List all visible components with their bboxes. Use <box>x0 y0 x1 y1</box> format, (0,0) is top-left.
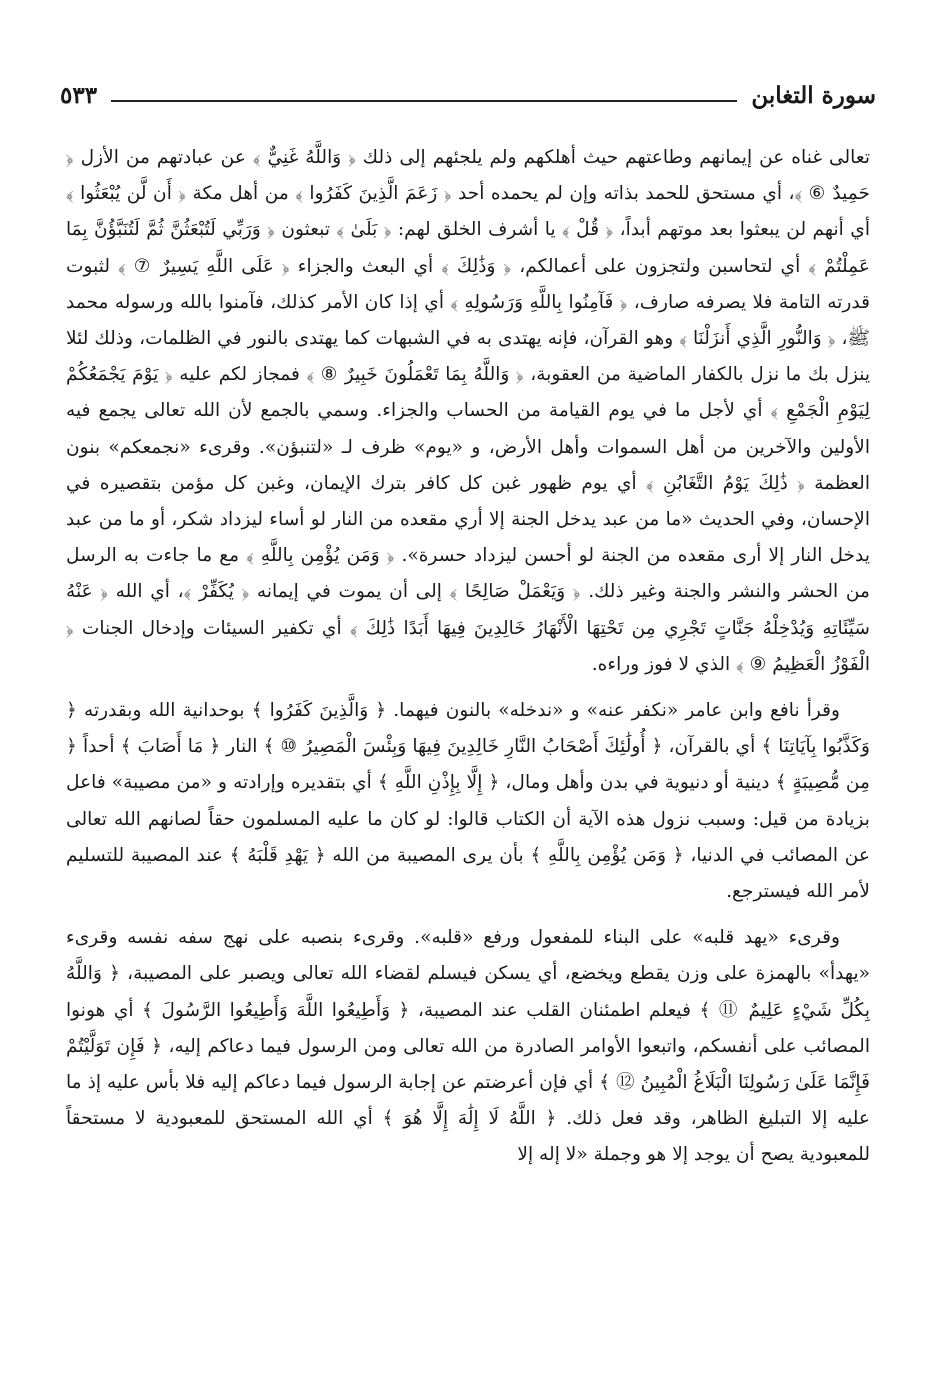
paragraph-3: وقرىء «يهد قلبه» على البناء للمفعول ورفع «قلبه». وقرىء بنصبه على نهج سفه نفسه وقرىء «يهدأ» بالهمزة على وزن يقطع ويخضع، أي يسكن فيسلم لقضاء الله تعالى ويصبر على المصيبة، ﴿ وَاللَّهُ بِكُلِّ شَيْءٍ عَلِيمٌ ⑪ ﴾ فيعلم اطمئنان القلب عند المصيبة، ﴿ وَأَطِيعُوا اللَّهَ وَأَطِيعُوا الرَّسُولَ ﴾ أي هونوا المصائب على أنفسكم، واتبعوا الأوامر الصادرة من الله تعالى ومن الرسول فيما دعاكم إليه، ﴿ فَإِن تَوَلَّيْتُمْ فَإِنَّمَا عَلَىٰ رَسُولِنَا الْبَلَاغُ الْمُبِينُ ⑫ ﴾ أي فإن أعرضتم عن إجابة الرسول فيما دعاكم إليه فلا بأس عليه إذ ما عليه إلا التبليغ الظاهر، وقد فعل ذلك. ﴿ اللَّهُ لَا إِلَٰهَ إِلَّا هُوَ ﴾ أي الله المستحق للمعبودية لا مستحقاً للمعبودية يصح أن يوجد إلا هو وجملة «لا إله إلا <box>66 927 870 1166</box>
paragraph-2: وقرأ نافع وابن عامر «نكفر عنه» و «ندخله» بالنون فيهما. ﴿ وَالَّذِينَ كَفَرُوا ﴾ بوحدانية الله وبقدرته ﴿ وَكَذَّبُوا بِآيَاتِنَا ﴾ أي بالقرآن، ﴿ أُولَٰئِكَ أَصْحَابُ النَّارِ خَالِدِينَ فِيهَا وَبِئْسَ الْمَصِيرُ ⑩ ﴾ النار ﴿ مَا أَصَابَ ﴾ أحداً ﴿ مِن مُّصِيبَةٍ ﴾ دينية أو دنيوية في بدن وأهل ومال، ﴿ إِلَّا بِإِذْنِ اللَّهِ ﴾ أي بتقديره وإرادته و «من مصيبة» فاعل بزيادة من قيل: وسبب نزول هذه الآية أن الكتاب قالوا: لو كان ما عليه المسلمون حقاً لصانهم الله تعالى عن المصائب في الدنيا، ﴿ وَمَن يُؤْمِن بِاللَّهِ ﴾ بأن يرى المصيبة من الله ﴿ يَهْدِ قَلْبَهُ ﴾ عند المصيبة للتسليم لأمر الله فيسترجع. <box>66 700 870 903</box>
header-rule <box>111 100 737 102</box>
page-header <box>60 78 876 112</box>
surah-title: سورة التغابن <box>751 81 876 109</box>
paragraph-1: تعالى غناه عن إيمانهم وطاعتهم حيث أهلكهم ولم يلجئهم إلى ذلك ﴿ وَاللَّهُ غَنِيٌّ ﴾ عن عبادتهم من الأزل ﴿ حَمِيدٌ ⑥ ﴾، أي مستحق للحمد بذاته وإن لم يحمده أحد ﴿ زَعَمَ الَّذِينَ كَفَرُوا ﴾ من أهل مكة ﴿ أَن لَّن يُبْعَثُوا ﴾ أي أنهم لن يبعثوا بعد موتهم أبداً، ﴿ قُلْ ﴾ يا أشرف الخلق لهم: ﴿ بَلَىٰ ﴾ تبعثون ﴿ وَرَبِّي لَتُبْعَثُنَّ ثُمَّ لَتُنَبَّؤُنَّ بِمَا عَمِلْتُمْ ﴾ أي لتحاسبن ولتجزون على أعمالكم، ﴿ وَذَٰلِكَ ﴾ أي البعث والجزاء ﴿ عَلَى اللَّهِ يَسِيرٌ ⑦ ﴾ لثبوت قدرته التامة فلا يصرفه صارف، ﴿ فَآمِنُوا بِاللَّهِ وَرَسُولِهِ ﴾ أي إذا كان الأمر كذلك، فآمنوا بالله ورسوله محمد ﷺ، ﴿ وَالنُّورِ الَّذِي أَنزَلْنَا ﴾ وهو القرآن، فإنه يهتدى به في الشبهات كما يهتدى بالنور في الظلمات، وذلك لئلا ينزل بك ما نزل بالكفار الماضية من العقوبة، ﴿ وَاللَّهُ بِمَا تَعْمَلُونَ خَبِيرٌ ⑧ ﴾ فمجاز لكم عليه ﴿ يَوْمَ يَجْمَعُكُمْ لِيَوْمِ الْجَمْعِ ﴾ أي لأجل ما في يوم القيامة من الحساب والجزاء. وسمي بالجمع لأن الله تعالى يجمع فيه الأولين والآخرين من أهل السموات وأهل الأرض، و «يوم» ظرف لـ «لتنبؤن». وقرىء «نجمعكم» بنون العظمة ﴿ ذَٰلِكَ يَوْمُ التَّغَابُنِ ﴾ أي يوم ظهور غبن كل كافر بترك الإيمان، وغبن كل مؤمن بتقصيره في الإحسان، وفي الحديث «ما من عبد يدخل الجنة إلا أري مقعده من النار لو أساء ليزداد شكر، أو ما من عبد يدخل النار إلا أرى مقعده من الجنة لو أحسن ليزداد حسرة». ﴿ وَمَن يُؤْمِن بِاللَّهِ ﴾ مع ما جاءت به الرسل من الحشر والنشر والجنة وغير ذلك. ﴿ وَيَعْمَلْ صَالِحًا ﴾ إلى أن يموت في إيمانه ﴿ يُكَفِّرْ ﴾، أي الله ﴿ عَنْهُ سَيِّئَاتِهِ وَيُدْخِلْهُ جَنَّاتٍ تَجْرِي مِن تَحْتِهَا الْأَنْهَارُ خَالِدِينَ فِيهَا أَبَدًا ذَٰلِكَ ﴾ أي تكفير السيئات وإدخال الجنات ﴿ الْفَوْزُ الْعَظِيمُ ⑨ ﴾ الذي لا فوز وراءه. <box>66 147 870 675</box>
commentary-text <box>66 140 870 1174</box>
page-number: ٥٣٣ <box>60 81 98 109</box>
